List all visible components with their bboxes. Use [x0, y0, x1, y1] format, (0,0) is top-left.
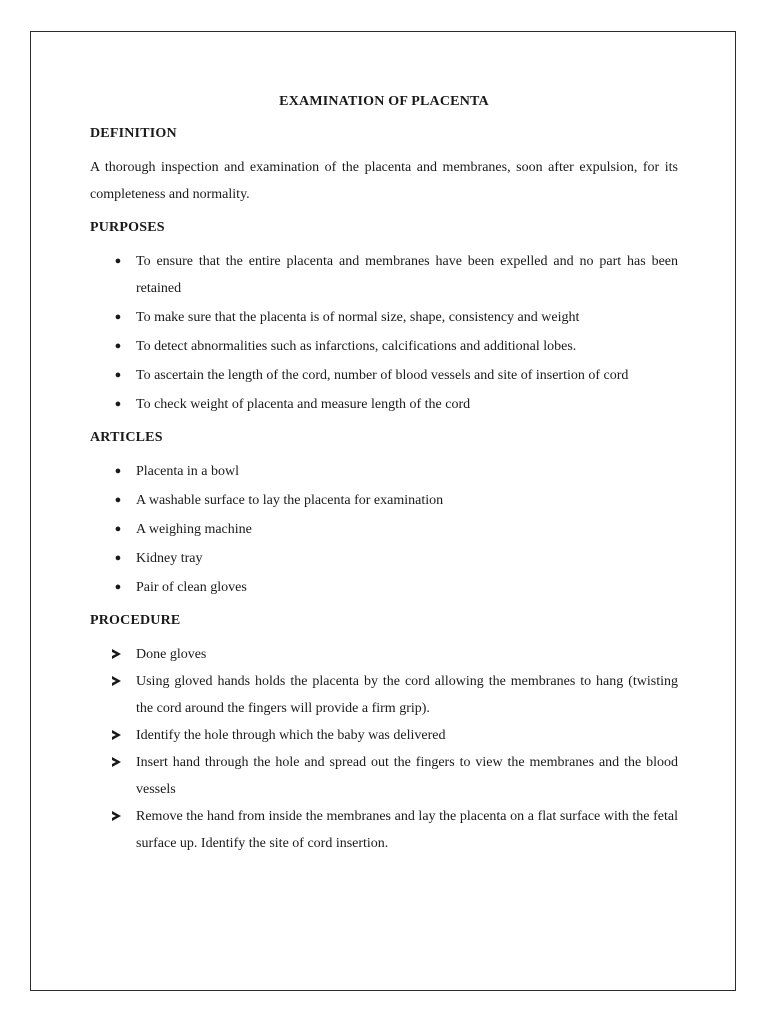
procedure-list [90, 641, 678, 857]
purpose-text: To make sure that the placenta is of normal size, shape, consistency and weight [136, 310, 580, 325]
procedure-step [90, 641, 678, 668]
document-title: EXAMINATION OF PLACENTA [279, 94, 489, 109]
procedure-step [90, 668, 678, 722]
article-text: A washable surface to lay the placenta for examination [136, 493, 444, 508]
bullet-icon: ● [114, 369, 122, 381]
bullet-icon: ● [114, 552, 122, 564]
purpose-item [90, 391, 678, 418]
procedure-step [90, 749, 678, 803]
bullet-icon: ● [114, 255, 122, 267]
purpose-text: To detect abnormalities such as infarctions, calcifications and additional lobes. [136, 339, 577, 354]
arrow-bullet-icon [112, 811, 121, 821]
article-item [90, 458, 678, 485]
article-text: A weighing machine [136, 522, 252, 537]
article-text: Placenta in a bowl [136, 464, 240, 479]
arrow-bullet-icon [112, 757, 121, 767]
arrow-bullet-icon [112, 730, 121, 740]
purpose-item [90, 333, 678, 360]
article-item [90, 574, 678, 601]
purpose-item [90, 248, 678, 302]
procedure-text: Identify the hole through which the baby was delivered [136, 728, 446, 743]
article-item [90, 487, 678, 514]
bullet-icon: ● [114, 581, 122, 593]
bullet-icon: ● [114, 465, 122, 477]
articles-list [90, 458, 678, 601]
purposes-heading: PURPOSES [90, 220, 165, 235]
arrow-bullet-icon [112, 649, 121, 659]
arrow-bullet-icon [112, 676, 121, 686]
procedure-step [90, 722, 678, 749]
bullet-icon: ● [114, 523, 122, 535]
definition-heading: DEFINITION [90, 126, 177, 141]
articles-heading: ARTICLES [90, 430, 163, 445]
bullet-icon: ● [114, 311, 122, 323]
article-item [90, 545, 678, 572]
purpose-item [90, 304, 678, 331]
purpose-text: To ascertain the length of the cord, number of blood vessels and site of insertion of cord [136, 368, 629, 383]
article-item [90, 516, 678, 543]
procedure-text: Insert hand through the hole and spread out the fingers to view the membranes and the blood vessels [136, 755, 678, 797]
purposes-list [90, 248, 678, 418]
definition-text: A thorough inspection and examination of the placenta and membranes, soon after expulsion, for its completeness and normality. [90, 160, 678, 202]
procedure-text: Done gloves [136, 647, 207, 662]
procedure-text: Using gloved hands holds the placenta by the cord allowing the membranes to hang (twisting the cord around the fingers will provide a firm grip). [136, 674, 678, 716]
procedure-step [90, 803, 678, 857]
purpose-text: To ensure that the entire placenta and membranes have been expelled and no part has been retained [136, 254, 678, 296]
bullet-icon: ● [114, 340, 122, 352]
purpose-text: To check weight of placenta and measure length of the cord [136, 397, 471, 412]
article-text: Kidney tray [136, 551, 203, 566]
bullet-icon: ● [114, 494, 122, 506]
bullet-icon: ● [114, 398, 122, 410]
procedure-text: Remove the hand from inside the membranes and lay the placenta on a flat surface with the fetal surface up. Identify the site of cord insertion. [136, 809, 678, 851]
document-body [90, 92, 678, 857]
purpose-item [90, 362, 678, 389]
article-text: Pair of clean gloves [136, 580, 247, 595]
procedure-heading: PROCEDURE [90, 613, 181, 628]
